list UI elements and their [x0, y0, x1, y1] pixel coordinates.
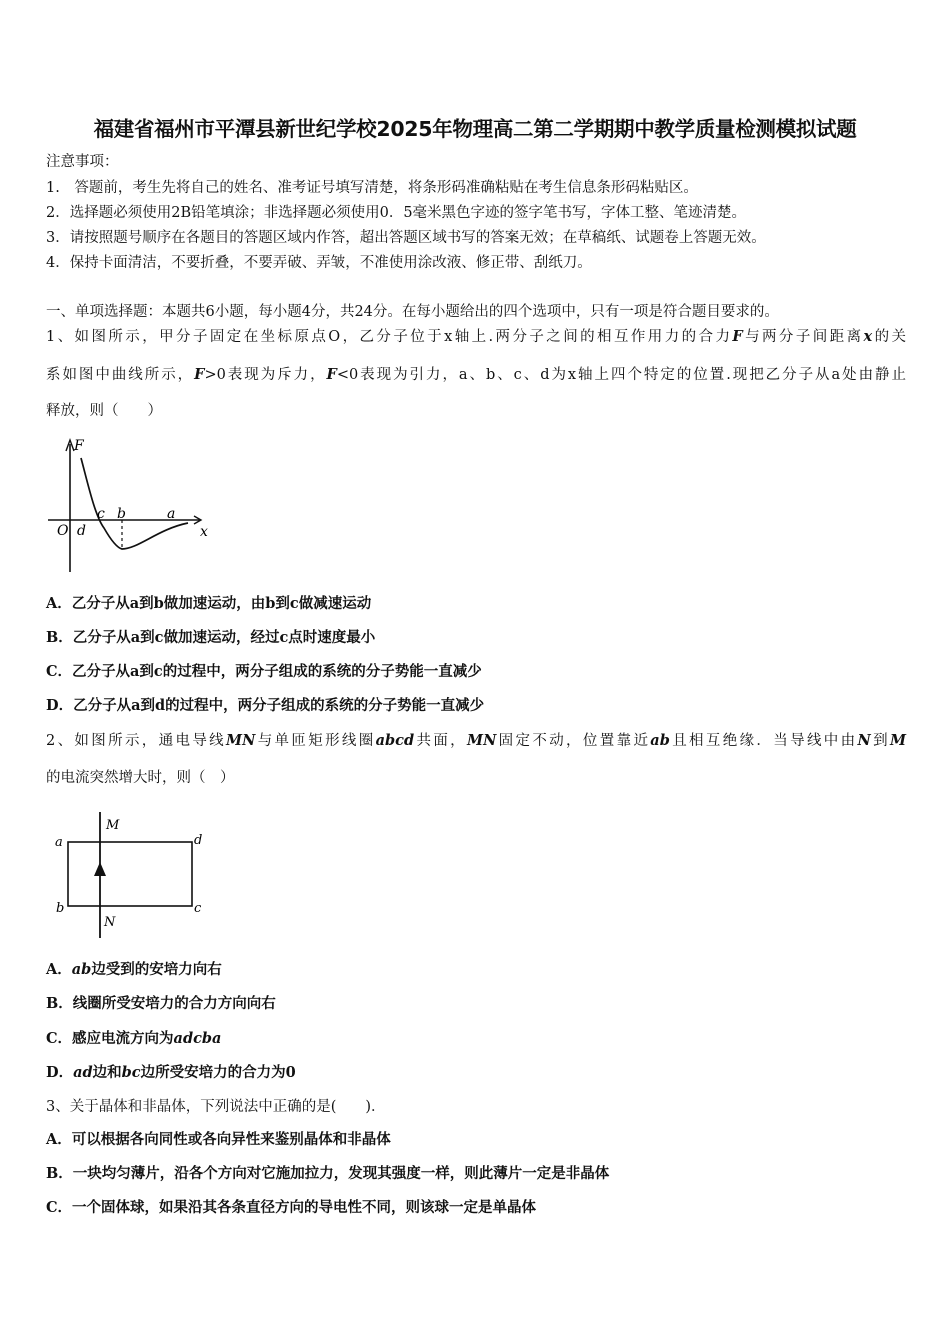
label-b: b [117, 506, 126, 522]
section-heading: 一、单项选择题：本题共6小题，每小题4分，共24分。在每小题给出的四个选项中，只有一项是符合题目要求的。 [46, 304, 779, 320]
q1-stem-line2: 系如图中曲线所示，F>0表现为斥力，F<0表现为引力，a、b、c、d为x轴上四个特定的位置.现把乙分子从a处由静止 [46, 366, 907, 383]
notice-heading: 注意事项： [46, 154, 119, 170]
label-o: O [57, 523, 69, 539]
label-x: x [200, 524, 208, 540]
q1-stem-line1: 1、如图所示，甲分子固定在坐标原点O，乙分子位于x轴上.两分子之间的相互作用力的合力F与两分子间距离x的关 [46, 328, 907, 345]
q1-option-b: B．乙分子从a到c做加速运动，经过c点时速度最小 [46, 629, 376, 646]
label-a: a [167, 506, 176, 522]
wire-coil-diagram [46, 808, 216, 942]
q1-option-d: D．乙分子从a到d的过程中，两分子组成的系统的分子势能一直减少 [46, 697, 485, 714]
label-c: c [97, 506, 105, 522]
q1-option-c: C．乙分子从a到c的过程中，两分子组成的系统的分子势能一直减少 [46, 663, 482, 680]
rectangular-coil [68, 842, 192, 906]
q3-option-a: A．可以根据各向同性或各向异性来鉴别晶体和非晶体 [46, 1131, 391, 1148]
q2-option-c: C．感应电流方向为adcba [46, 1030, 222, 1047]
notice-item-2: 2．选择题必须使用2B铅笔填涂；非选择题必须使用0．5毫米黑色字迹的签字笔书写，字体工整、笔迹清楚。 [46, 205, 747, 221]
force-curve [81, 458, 188, 549]
current-arrow-icon [94, 862, 106, 876]
notice-item-3: 3．请按照题号顺序在各题目的答题区域内作答，超出答题区域书写的答案无效；在草稿纸、试题卷上答题无效。 [46, 230, 766, 246]
label-c: c [194, 901, 202, 916]
q1-option-a: A．乙分子从a到b做加速运动，由b到c做减速运动 [46, 595, 372, 612]
notice-item-4: 4．保持卡面清洁，不要折叠，不要弄破、弄皱，不准使用涂改液、修正带、刮纸刀。 [46, 255, 592, 271]
q2-option-d: D．ad边和bc边所受安培力的合力为0 [46, 1064, 296, 1081]
label-a: a [55, 835, 63, 850]
q3-option-c: C．一个固体球，如果沿其各条直径方向的导电性不同，则该球一定是单晶体 [46, 1199, 537, 1216]
label-f: F [74, 438, 84, 454]
q2-option-a: A．ab边受到的安培力向右 [46, 961, 222, 978]
q2-stem-line2: 的电流突然增大时，则（ ） [46, 770, 235, 786]
force-distance-graph [40, 432, 220, 574]
exam-title: 福建省福州市平潭县新世纪学校2025年物理高二第二学期期中教学质量检测模拟试题 [93, 117, 857, 141]
label-d: d [194, 833, 203, 848]
q2-stem-line1: 2、如图所示，通电导线MN与单匝矩形线圈abcd共面，MN固定不动，位置靠近ab且相互绝缘．当导线中由N到M [46, 732, 907, 749]
notice-item-1: 1. 答题前，考生先将自己的姓名、准考证号填写清楚，将条形码准确粘贴在考生信息条形码粘贴区。 [46, 180, 698, 196]
q3-option-b: B．一块均匀薄片，沿各个方向对它施加拉力，发现其强度一样，则此薄片一定是非晶体 [46, 1165, 610, 1182]
label-n: N [104, 915, 116, 930]
q3-stem: 3、关于晶体和非晶体，下列说法中正确的是( )． [46, 1099, 386, 1115]
label-b: b [56, 901, 65, 916]
label-m: M [106, 818, 120, 833]
q2-option-b: B．线圈所受安培力的合力方向向右 [46, 995, 276, 1012]
label-d: d [77, 523, 86, 539]
q1-stem-line3: 释放，则（ ） [46, 403, 162, 419]
